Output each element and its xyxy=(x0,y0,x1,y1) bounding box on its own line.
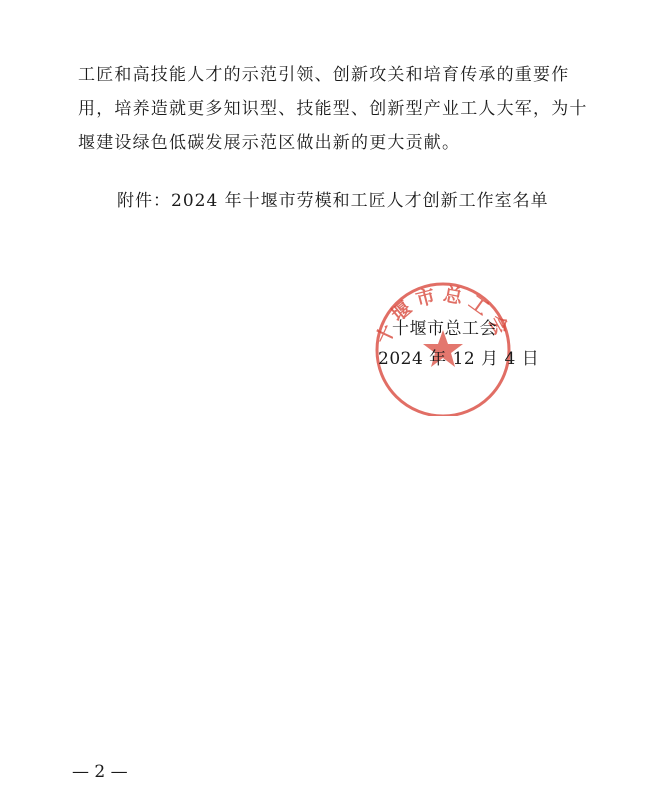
body-paragraph xyxy=(78,58,588,160)
signature-date: 2024 年 12 月 4 日 xyxy=(378,349,540,369)
official-seal xyxy=(358,268,528,416)
signature-org: 十堰市总工会 xyxy=(392,319,497,339)
body-line: 堰建设绿色低碳发展示范区做出新的更大贡献。 xyxy=(78,133,461,153)
body-line: 工匠和高技能人才的示范引领、创新攻关和培育传承的重要作 xyxy=(78,65,570,85)
attachment-line: 附件：2024 年十堰市劳模和工匠人才创新工作室名单 xyxy=(117,191,549,211)
page-number: — 2 — xyxy=(72,762,128,782)
body-line: 用，培养造就更多知识型、技能型、创新型产业工人大军，为十 xyxy=(78,99,588,119)
svg-text:十堰市总工会: 十堰市总工会 xyxy=(372,283,516,348)
